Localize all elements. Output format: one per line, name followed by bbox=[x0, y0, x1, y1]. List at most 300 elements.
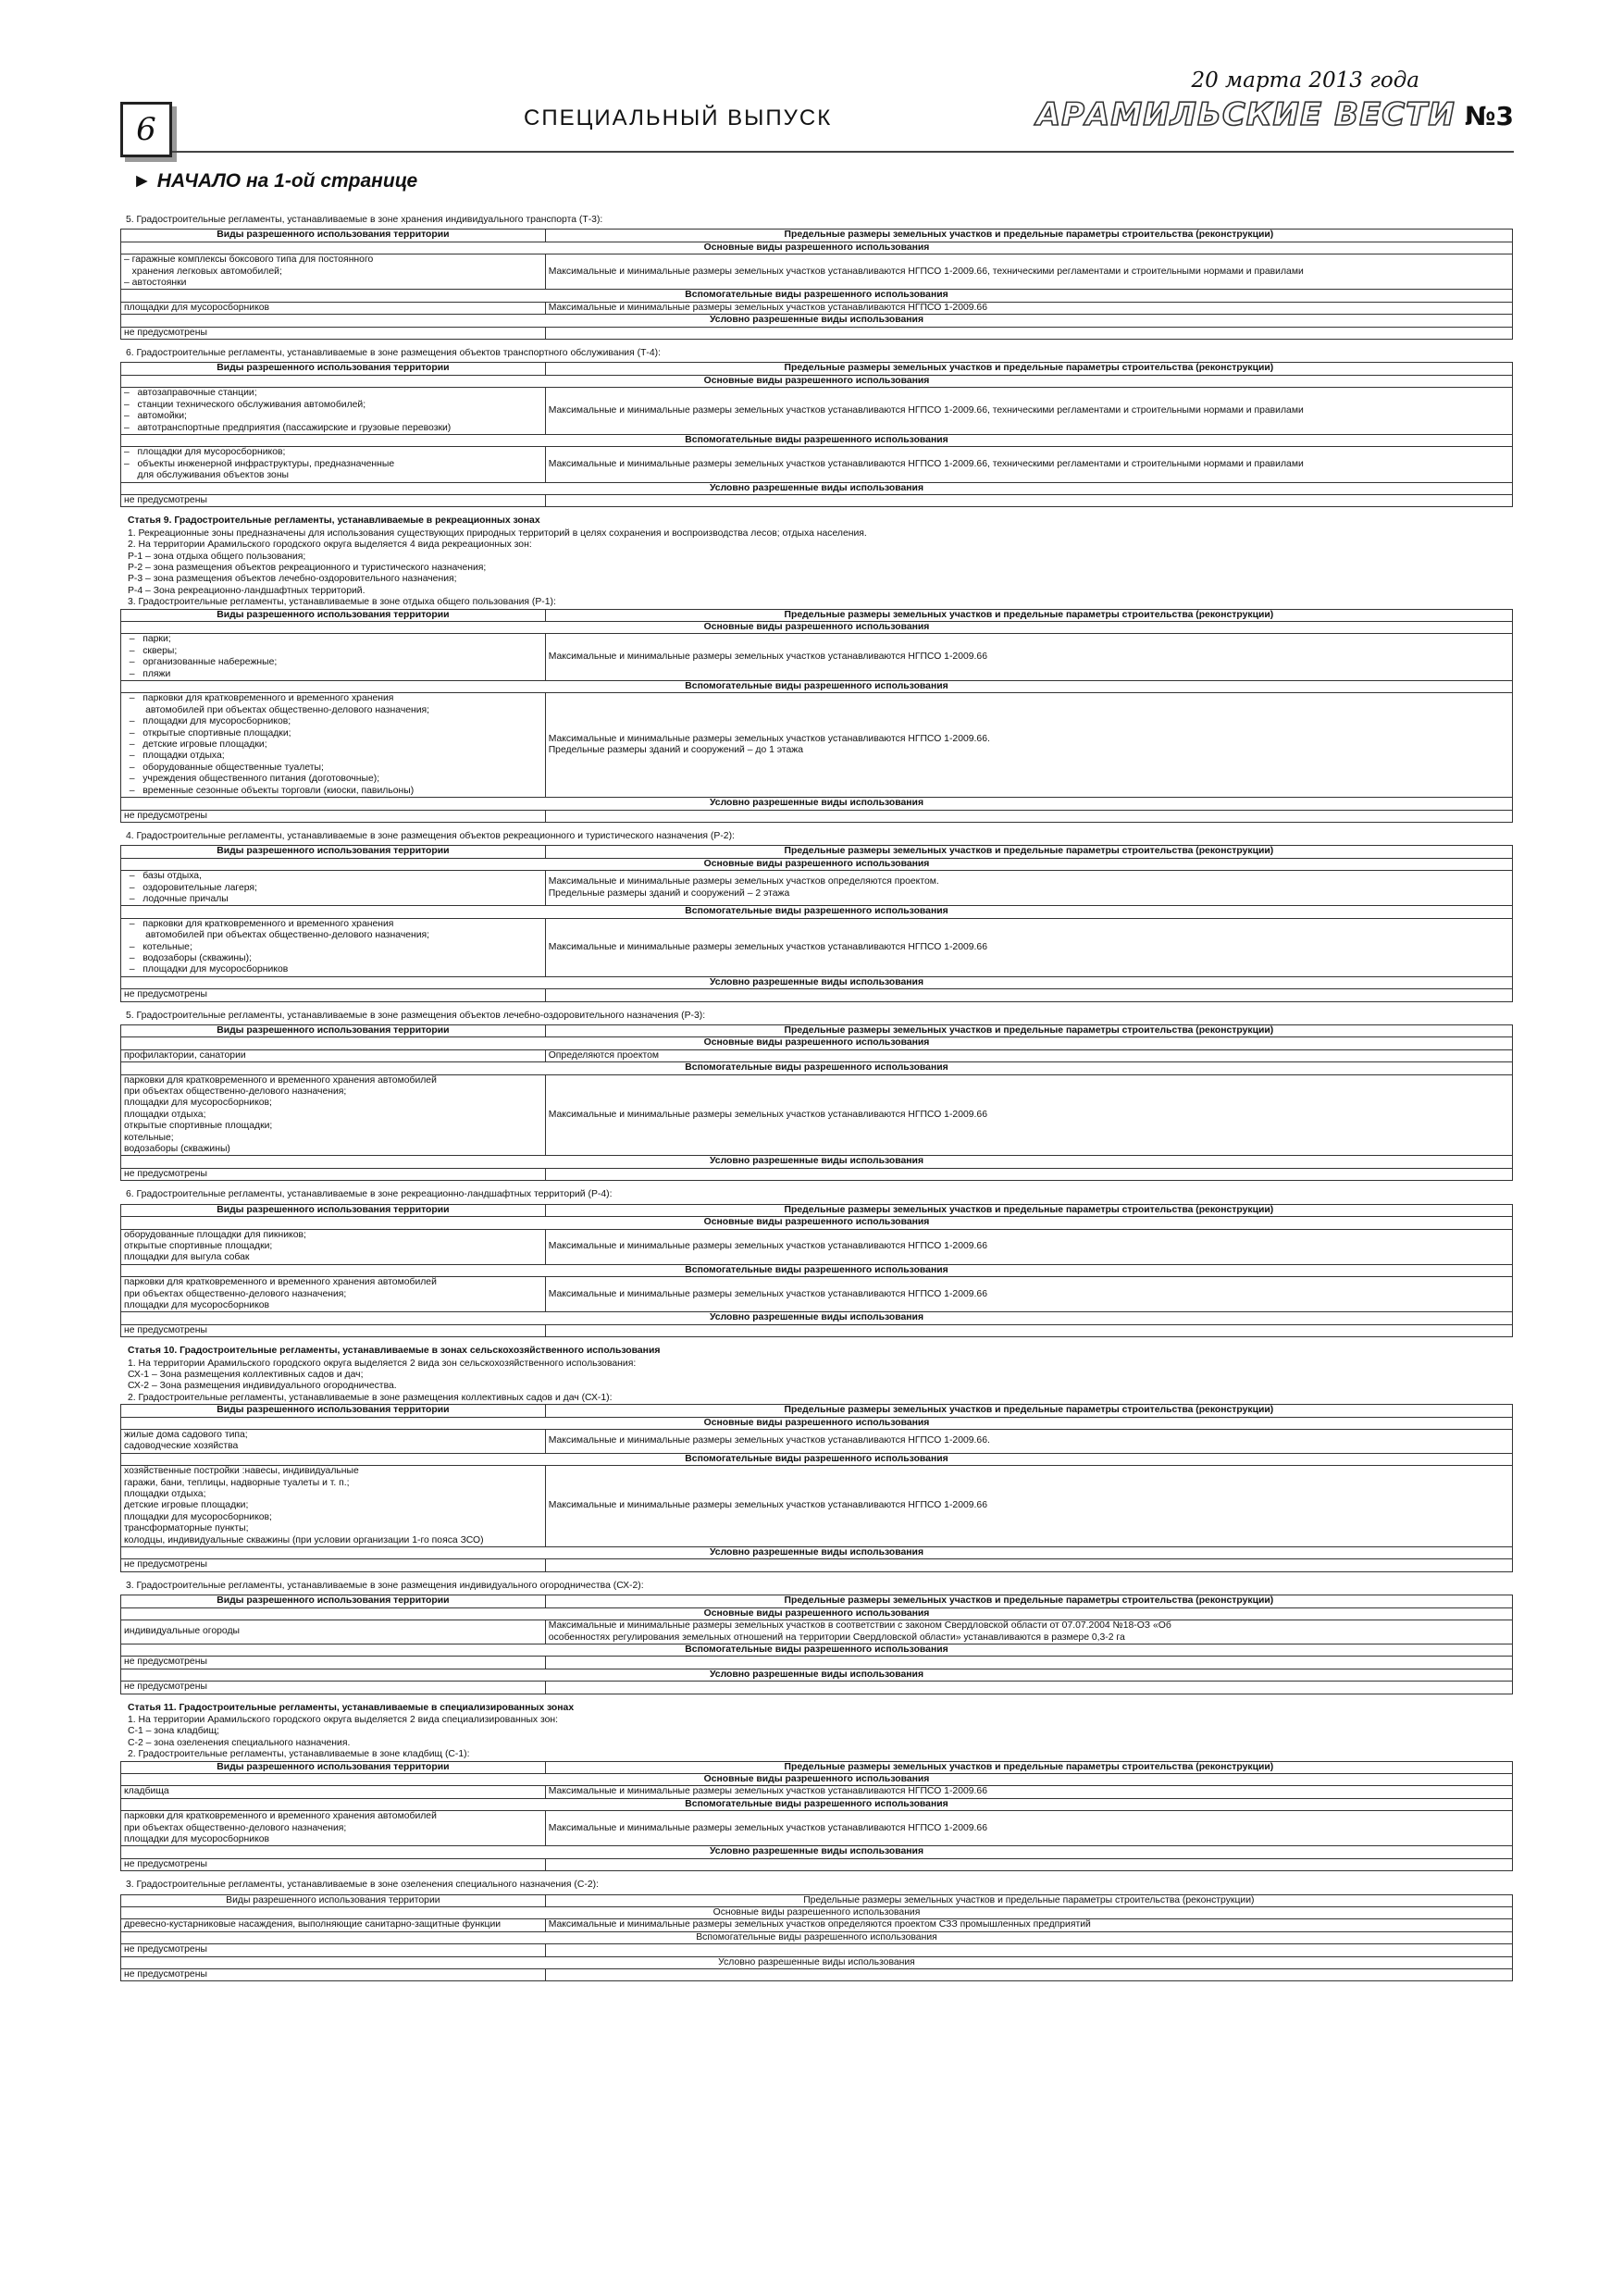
table-subheader-row bbox=[121, 1644, 1513, 1656]
parameter-cell bbox=[545, 1324, 1512, 1336]
use-type-line: – объекты инженерной инфраструктуры, предназначенные bbox=[124, 458, 395, 469]
article-paragraph: 1. На территории Арамильского городского округа выделяется 2 вида зон сельскохозяйственного использования: bbox=[128, 1358, 637, 1369]
parameter-line: Максимальные и минимальные размеры земельных участков устанавливаются НГПСО 1-2009.66 bbox=[548, 1288, 987, 1299]
use-type-line: при объектах общественно-делового назначения; bbox=[124, 1288, 347, 1299]
table-row bbox=[121, 388, 1513, 435]
table-subheader-row bbox=[121, 1669, 1513, 1681]
use-type-line: не предусмотрены bbox=[124, 327, 207, 338]
newspaper-logo: АРАМИЛЬСКИЕ ВЕСТИ bbox=[1035, 96, 1456, 133]
parameter-cell bbox=[545, 1074, 1512, 1156]
table-row bbox=[121, 1620, 1513, 1644]
use-type-cell bbox=[121, 1682, 546, 1694]
use-type-line: – оздоровительные лагеря; bbox=[124, 882, 257, 893]
use-type-line: колодцы, индивидуальные скважины (при условии организации 1-го пояса ЗСО) bbox=[124, 1534, 484, 1545]
use-type-line: не предусмотрены bbox=[124, 1324, 207, 1335]
regulation-table bbox=[120, 1761, 1513, 1872]
use-type-cell bbox=[121, 1919, 546, 1931]
table-header-row bbox=[121, 1595, 1513, 1607]
article-paragraph: 2. На территории Арамильского городского округа выделяется 4 вида рекреационных зон: bbox=[128, 540, 532, 551]
use-type-line: площадки для мусоросборников; bbox=[124, 1511, 272, 1522]
parameter-cell bbox=[545, 447, 1512, 482]
masthead bbox=[1036, 96, 1514, 133]
table-subheader-row bbox=[121, 1773, 1513, 1785]
table-header-row bbox=[121, 846, 1513, 858]
table-section-heading: Условно разрешенные виды использования bbox=[121, 315, 1513, 327]
table-subheader-row bbox=[121, 798, 1513, 810]
parameter-cell bbox=[545, 1277, 1512, 1312]
use-type-line: – оборудованные общественные туалеты; bbox=[124, 762, 324, 773]
table-header-row bbox=[121, 1204, 1513, 1216]
table-subheader-row bbox=[121, 375, 1513, 387]
parameter-line: Максимальные и минимальные размеры земельных участков устанавливаются НГПСО 1-2009.66, техническими регламентами и строительными нормами и правилами bbox=[548, 458, 1304, 469]
parameter-line: Максимальные и минимальные размеры земельных участков устанавливаются НГПСО 1-2009.66 bbox=[548, 1822, 987, 1833]
use-type-line: парковки для кратковременного и временного хранения автомобилей bbox=[124, 1277, 437, 1288]
use-type-line: трансформаторные пункты; bbox=[124, 1523, 249, 1534]
column-header-parameters: Предельные размеры земельных участков и предельные параметры строительства (реконструкции) bbox=[545, 609, 1512, 621]
table-section-heading: Условно разрешенные виды использования bbox=[121, 482, 1513, 494]
column-header-parameters: Предельные размеры земельных участков и предельные параметры строительства (реконструкции) bbox=[545, 1595, 1512, 1607]
column-header-parameters: Предельные размеры земельных участков и предельные параметры строительства (реконструкции) bbox=[545, 1025, 1512, 1037]
regulation-table bbox=[120, 845, 1513, 1001]
table-subheader-row bbox=[121, 290, 1513, 302]
table-section-heading: Условно разрешенные виды использования bbox=[121, 798, 1513, 810]
use-type-line: не предусмотрены bbox=[124, 1657, 207, 1668]
section-intro: 6. Градостроительные регламенты, устанавливаемые в зоне размещения объектов транспортного обслуживания (Т-4): bbox=[126, 348, 662, 359]
use-type-line: – станции технического обслуживания автомобилей; bbox=[124, 399, 366, 410]
parameter-cell bbox=[545, 1969, 1512, 1981]
parameter-cell bbox=[545, 1657, 1512, 1669]
column-header-use-types: Виды разрешенного использования территории bbox=[121, 363, 546, 375]
parameter-line: Максимальные и минимальные размеры земельных участков устанавливаются НГПСО 1-2009.66 bbox=[548, 1109, 987, 1120]
parameter-cell bbox=[545, 871, 1512, 906]
table-section-heading: Основные виды разрешенного использования bbox=[121, 1773, 1513, 1785]
table-section-heading: Основные виды разрешенного использования bbox=[121, 622, 1513, 634]
table-section-heading: Вспомогательные виды разрешенного использования bbox=[121, 681, 1513, 693]
table-subheader-row bbox=[121, 1607, 1513, 1620]
column-header-use-types: Виды разрешенного использования территории bbox=[121, 609, 546, 621]
use-type-line: парковки для кратковременного и временного хранения автомобилей bbox=[124, 1811, 437, 1822]
use-type-cell bbox=[121, 302, 546, 314]
parameter-cell bbox=[545, 1229, 1512, 1264]
table-subheader-row bbox=[121, 1956, 1513, 1968]
use-type-line: – лодочные причалы bbox=[124, 893, 229, 904]
section-intro: 5. Градостроительные регламенты, устанавливаемые в зоне размещения объектов лечебно-оздоровительного назначения (Р-3): bbox=[126, 1010, 706, 1021]
column-header-use-types: Виды разрешенного использования территории bbox=[121, 1894, 546, 1906]
use-type-cell bbox=[121, 1969, 546, 1981]
table-section-heading: Основные виды разрешенного использования bbox=[121, 1037, 1513, 1049]
table-row bbox=[121, 1168, 1513, 1180]
use-type-line: – скверы; bbox=[124, 645, 178, 656]
table-section-heading: Вспомогательные виды разрешенного использования bbox=[121, 434, 1513, 446]
table-subheader-row bbox=[121, 242, 1513, 254]
table-subheader-row bbox=[121, 434, 1513, 446]
table-subheader-row bbox=[121, 1037, 1513, 1049]
use-type-cell bbox=[121, 254, 546, 290]
parameter-line: Максимальные и минимальные размеры земельных участков определяются проектом СЗЗ промышленных предприятий bbox=[548, 1919, 1091, 1930]
use-type-cell bbox=[121, 447, 546, 482]
column-header-parameters: Предельные размеры земельных участков и предельные параметры строительства (реконструкции) bbox=[545, 230, 1512, 242]
page-number: 6 bbox=[120, 102, 172, 157]
use-type-line: – парки; bbox=[124, 634, 171, 645]
section-intro: 3. Градостроительные регламенты, устанавливаемые в зоне озеленения специального назначения (С-2): bbox=[126, 1880, 599, 1891]
table-row bbox=[121, 918, 1513, 976]
table-row bbox=[121, 254, 1513, 290]
use-type-line: – пляжи bbox=[124, 668, 171, 679]
use-type-line: при объектах общественно-делового назначения; bbox=[124, 1086, 347, 1098]
continued-label: НАЧАЛО на 1-ой странице bbox=[156, 170, 418, 192]
issue-date: 20 марта 2013 года bbox=[1191, 68, 1419, 93]
table-row bbox=[121, 1324, 1513, 1336]
parameter-cell bbox=[545, 254, 1512, 290]
article-paragraph: Р-2 – зона размещения объектов рекреационного и туристического назначения; bbox=[128, 562, 487, 573]
table-row bbox=[121, 871, 1513, 906]
column-header-parameters: Предельные размеры земельных участков и предельные параметры строительства (реконструкции) bbox=[545, 1405, 1512, 1417]
column-header-parameters: Предельные размеры земельных участков и предельные параметры строительства (реконструкции) bbox=[545, 846, 1512, 858]
article-paragraph: С-2 – зона озеленения специального назначения. bbox=[128, 1737, 351, 1748]
use-type-cell bbox=[121, 989, 546, 1001]
use-type-line: – базы отдыха, bbox=[124, 871, 202, 882]
use-type-line: не предусмотрены bbox=[124, 494, 207, 505]
table-section-heading: Вспомогательные виды разрешенного использования bbox=[121, 1798, 1513, 1810]
article-paragraph: СХ-1 – Зона размещения коллективных садов и дач; bbox=[128, 1369, 364, 1380]
use-type-line: – открытые спортивные площадки; bbox=[124, 727, 291, 738]
article-paragraph: Р-3 – зона размещения объектов лечебно-оздоровительного назначения; bbox=[128, 574, 457, 585]
parameter-cell bbox=[545, 1559, 1512, 1571]
column-header-use-types: Виды разрешенного использования территории bbox=[121, 1761, 546, 1773]
use-type-cell bbox=[121, 918, 546, 976]
use-type-line: автомобилей при объектах общественно-делового назначения; bbox=[124, 704, 430, 715]
parameter-line: Максимальные и минимальные размеры земельных участков устанавливаются НГПСО 1-2009.66 bbox=[548, 941, 987, 952]
use-type-cell bbox=[121, 1049, 546, 1061]
use-type-cell bbox=[121, 1657, 546, 1669]
header-rule bbox=[172, 151, 1514, 153]
table-subheader-row bbox=[121, 1846, 1513, 1858]
use-type-line: котельные; bbox=[124, 1132, 174, 1143]
parameter-cell bbox=[545, 1919, 1512, 1931]
article-title: Статья 11. Градостроительные регламенты, устанавливаемые в специализированных зонах bbox=[128, 1702, 575, 1713]
parameter-line: Предельные размеры зданий и сооружений – до 1 этажа bbox=[548, 745, 804, 756]
table-section-heading: Условно разрешенные виды использования bbox=[121, 1312, 1513, 1324]
use-type-line: – парковки для кратковременного и временного хранения bbox=[124, 693, 394, 704]
regulation-table bbox=[120, 609, 1513, 823]
table-subheader-row bbox=[121, 482, 1513, 494]
parameter-cell bbox=[545, 1620, 1512, 1644]
table-header-row bbox=[121, 1025, 1513, 1037]
table-row bbox=[121, 693, 1513, 798]
table-section-heading: Вспомогательные виды разрешенного использования bbox=[121, 906, 1513, 918]
table-section-heading: Основные виды разрешенного использования bbox=[121, 242, 1513, 254]
column-header-use-types: Виды разрешенного использования территории bbox=[121, 1595, 546, 1607]
parameter-line: Предельные размеры зданий и сооружений – 2 этажа bbox=[548, 887, 790, 899]
parameter-cell bbox=[545, 634, 1512, 681]
use-type-cell bbox=[121, 1074, 546, 1156]
table-row bbox=[121, 1858, 1513, 1870]
use-type-line: – детские игровые площадки; bbox=[124, 739, 267, 751]
use-type-line: площадки для мусоросборников bbox=[124, 302, 270, 313]
use-type-line: не предусмотрены bbox=[124, 810, 207, 821]
use-type-line: – площадки для мусоросборников bbox=[124, 964, 289, 975]
parameter-cell bbox=[545, 494, 1512, 506]
use-type-cell bbox=[121, 1559, 546, 1571]
parameter-line: Максимальные и минимальные размеры земельных участков устанавливаются НГПСО 1-2009.66 bbox=[548, 302, 987, 313]
table-row bbox=[121, 1049, 1513, 1061]
use-type-line: жилые дома садового типа; bbox=[124, 1430, 248, 1440]
use-type-line: детские игровые площадки; bbox=[124, 1500, 249, 1511]
table-section-heading: Вспомогательные виды разрешенного использования bbox=[121, 1644, 1513, 1656]
use-type-line: открытые спортивные площадки; bbox=[124, 1121, 273, 1132]
parameter-line: Максимальные и минимальные размеры земельных участков устанавливаются НГПСО 1-2009.66, техническими регламентами и строительными нормами и правилами bbox=[548, 404, 1304, 416]
parameter-line: Максимальные и минимальные размеры земельных участков в соответствии с законом Свердловской области от 07.07.2004 №18-ОЗ «Об bbox=[548, 1620, 1171, 1632]
table-section-heading: Условно разрешенные виды использования bbox=[121, 1846, 1513, 1858]
use-type-cell bbox=[121, 810, 546, 822]
use-type-cell bbox=[121, 1620, 546, 1644]
table-subheader-row bbox=[121, 1931, 1513, 1943]
article-paragraph: 2. Градостроительные регламенты, устанавливаемые в зоне кладбищ (С-1): bbox=[128, 1749, 470, 1760]
use-type-line: площадки отдыха; bbox=[124, 1489, 206, 1500]
table-subheader-row bbox=[121, 906, 1513, 918]
use-type-line: хранения легковых автомобилей; bbox=[124, 266, 282, 277]
use-type-line: при объектах общественно-делового назначения; bbox=[124, 1822, 347, 1833]
table-row bbox=[121, 1657, 1513, 1669]
use-type-line: – автомойки; bbox=[124, 411, 187, 422]
column-header-parameters: Предельные размеры земельных участков и предельные параметры строительства (реконструкции) bbox=[545, 1894, 1512, 1906]
table-section-heading: Вспомогательные виды разрешенного использования bbox=[121, 1264, 1513, 1276]
article-paragraph: 1. Рекреационные зоны предназначены для использования существующих природных территорий в целях сохранения и воспроизводства лесов; отдыха населения. bbox=[128, 527, 867, 539]
use-type-line: – площадки отдыха; bbox=[124, 751, 225, 762]
use-type-line: не предусмотрены bbox=[124, 989, 207, 1000]
table-subheader-row bbox=[121, 1417, 1513, 1429]
table-row bbox=[121, 1811, 1513, 1846]
table-section-heading: Условно разрешенные виды использования bbox=[121, 1956, 1513, 1968]
use-type-line: площадки для мусоросборников; bbox=[124, 1098, 272, 1109]
section-intro: 6. Градостроительные регламенты, устанавливаемые в зоне рекреационно-ландшафтных территорий (Р-4): bbox=[126, 1189, 613, 1200]
use-type-cell bbox=[121, 871, 546, 906]
parameter-cell bbox=[545, 1466, 1512, 1547]
parameter-cell bbox=[545, 989, 1512, 1001]
table-row bbox=[121, 1559, 1513, 1571]
table-row bbox=[121, 989, 1513, 1001]
table-subheader-row bbox=[121, 1217, 1513, 1229]
use-type-cell bbox=[121, 1324, 546, 1336]
table-section-heading: Основные виды разрешенного использования bbox=[121, 1907, 1513, 1919]
table-subheader-row bbox=[121, 976, 1513, 988]
use-type-line: для обслуживания объектов зоны bbox=[124, 470, 290, 481]
use-type-line: – организованные набережные; bbox=[124, 657, 278, 668]
use-type-line: – водозаборы (скважины); bbox=[124, 952, 252, 963]
column-header-use-types: Виды разрешенного использования территории bbox=[121, 1204, 546, 1216]
table-row bbox=[121, 327, 1513, 339]
use-type-line: – котельные; bbox=[124, 941, 192, 952]
document-body bbox=[120, 213, 1513, 1990]
table-row bbox=[121, 1277, 1513, 1312]
triangle-icon: ► bbox=[132, 170, 152, 192]
table-subheader-row bbox=[121, 622, 1513, 634]
parameter-line: Максимальные и минимальные размеры земельных участков устанавливаются НГПСО 1-2009.66 bbox=[548, 652, 987, 663]
table-row bbox=[121, 1682, 1513, 1694]
use-type-line: индивидуальные огороды bbox=[124, 1626, 240, 1637]
parameter-cell bbox=[545, 1786, 1512, 1798]
parameter-cell bbox=[545, 693, 1512, 798]
parameter-line: Максимальные и минимальные размеры земельных участков устанавливаются НГПСО 1-2009.66, техническими регламентами и строительными нормами и правилами bbox=[548, 266, 1304, 277]
article-paragraph: Р-1 – зона отдыха общего пользования; bbox=[128, 551, 306, 562]
use-type-line: древесно-кустарниковые насаждения, выполняющие санитарно-защитные функции bbox=[124, 1919, 502, 1930]
use-type-line: не предусмотрены bbox=[124, 1944, 207, 1955]
table-subheader-row bbox=[121, 1547, 1513, 1559]
use-type-line: – временные сезонные объекты торговли (киоски, павильоны) bbox=[124, 785, 415, 796]
table-section-heading: Условно разрешенные виды использования bbox=[121, 1669, 1513, 1681]
table-header-row bbox=[121, 1761, 1513, 1773]
article-paragraph: 2. Градостроительные регламенты, устанавливаемые в зоне размещения коллективных садов и дач (СХ-1): bbox=[128, 1392, 613, 1403]
use-type-line: – автотранспортные предприятия (пассажирские и грузовые перевозки) bbox=[124, 422, 452, 433]
article-paragraph: СХ-2 – Зона размещения индивидуального огородничества. bbox=[128, 1381, 397, 1392]
parameter-cell bbox=[545, 1858, 1512, 1870]
parameter-cell bbox=[545, 1168, 1512, 1180]
use-type-line: открытые спортивные площадки; bbox=[124, 1240, 273, 1251]
table-row bbox=[121, 1969, 1513, 1981]
use-type-cell bbox=[121, 1168, 546, 1180]
table-subheader-row bbox=[121, 1264, 1513, 1276]
parameter-cell bbox=[545, 1811, 1512, 1846]
continued-from-page bbox=[132, 170, 417, 192]
table-section-heading: Основные виды разрешенного использования bbox=[121, 1607, 1513, 1620]
use-type-cell bbox=[121, 1811, 546, 1846]
column-header-parameters: Предельные размеры земельных участков и предельные параметры строительства (реконструкции) bbox=[545, 363, 1512, 375]
table-row bbox=[121, 1786, 1513, 1798]
use-type-line: автомобилей при объектах общественно-делового назначения; bbox=[124, 930, 430, 941]
use-type-line: – парковки для кратковременного и временного хранения bbox=[124, 918, 394, 929]
parameter-cell bbox=[545, 1682, 1512, 1694]
use-type-line: не предусмотрены bbox=[124, 1559, 207, 1570]
use-type-cell bbox=[121, 1430, 546, 1454]
section-intro: 5. Градостроительные регламенты, устанавливаемые в зоне хранения индивидуального транспорта (Т-3): bbox=[126, 215, 603, 225]
article-title: Статья 10. Градостроительные регламенты, устанавливаемые в зонах сельскохозяйственного использования bbox=[128, 1346, 661, 1357]
parameter-cell bbox=[545, 1944, 1512, 1956]
table-row bbox=[121, 810, 1513, 822]
column-header-use-types: Виды разрешенного использования территории bbox=[121, 846, 546, 858]
table-section-heading: Вспомогательные виды разрешенного использования bbox=[121, 1453, 1513, 1465]
table-row bbox=[121, 1919, 1513, 1931]
table-header-row bbox=[121, 363, 1513, 375]
table-subheader-row bbox=[121, 315, 1513, 327]
parameter-line: Максимальные и минимальные размеры земельных участков устанавливаются НГПСО 1-2009.66 bbox=[548, 1240, 987, 1251]
table-row bbox=[121, 634, 1513, 681]
use-type-line: – площадки для мусоросборников; bbox=[124, 716, 291, 727]
table-header-row bbox=[121, 1405, 1513, 1417]
use-type-cell bbox=[121, 1786, 546, 1798]
table-section-heading: Основные виды разрешенного использования bbox=[121, 858, 1513, 870]
use-type-line: парковки для кратковременного и временного хранения автомобилей bbox=[124, 1074, 437, 1086]
article-paragraph: 3. Градостроительные регламенты, устанавливаемые в зоне отдыха общего пользования (Р-1): bbox=[128, 597, 556, 608]
use-type-line: площадки для выгула собак bbox=[124, 1252, 250, 1263]
column-header-use-types: Виды разрешенного использования территории bbox=[121, 230, 546, 242]
use-type-line: водозаборы (скважины) bbox=[124, 1144, 230, 1155]
parameter-line: Максимальные и минимальные размеры земельных участков определяются проектом. bbox=[548, 876, 939, 887]
table-row bbox=[121, 1229, 1513, 1264]
parameter-line: Максимальные и минимальные размеры земельных участков устанавливаются НГПСО 1-2009.66 bbox=[548, 1500, 987, 1511]
regulation-table bbox=[120, 362, 1513, 507]
table-section-heading: Вспомогательные виды разрешенного использования bbox=[121, 1062, 1513, 1074]
parameter-cell bbox=[545, 918, 1512, 976]
use-type-line: не предусмотрены bbox=[124, 1858, 207, 1869]
parameter-cell bbox=[545, 810, 1512, 822]
table-subheader-row bbox=[121, 1453, 1513, 1465]
table-header-row bbox=[121, 230, 1513, 242]
section-intro: 3. Градостроительные регламенты, устанавливаемые в зоне размещения индивидуального огородничества (СХ-2): bbox=[126, 1580, 644, 1591]
use-type-cell bbox=[121, 1466, 546, 1547]
table-subheader-row bbox=[121, 1156, 1513, 1168]
regulation-table bbox=[120, 1595, 1513, 1694]
table-subheader-row bbox=[121, 1062, 1513, 1074]
table-section-heading: Условно разрешенные виды использования bbox=[121, 1156, 1513, 1168]
parameter-line: особенностях регулирования земельных отношений на территории Свердловской области» устанавливаются в размере 0,3-2 га bbox=[548, 1632, 1125, 1643]
table-subheader-row bbox=[121, 681, 1513, 693]
parameter-cell bbox=[545, 302, 1512, 314]
use-type-line: – площадки для мусоросборников; bbox=[124, 447, 286, 458]
parameter-cell bbox=[545, 1049, 1512, 1061]
table-row bbox=[121, 447, 1513, 482]
parameter-line: Максимальные и минимальные размеры земельных участков устанавливаются НГПСО 1-2009.66 bbox=[548, 1786, 987, 1797]
regulation-table bbox=[120, 1024, 1513, 1181]
table-row bbox=[121, 302, 1513, 314]
use-type-line: оборудованные площадки для пикников; bbox=[124, 1229, 306, 1240]
use-type-line: – учреждения общественного питания (доготовочные); bbox=[124, 774, 380, 785]
column-header-use-types: Виды разрешенного использования территории bbox=[121, 1405, 546, 1417]
use-type-cell bbox=[121, 1277, 546, 1312]
regulation-table bbox=[120, 1204, 1513, 1337]
parameter-line: Максимальные и минимальные размеры земельных участков устанавливаются НГПСО 1-2009.66. bbox=[548, 733, 990, 744]
issue-number: №3 bbox=[1464, 101, 1514, 131]
use-type-line: – автозаправочные станции; bbox=[124, 388, 257, 399]
table-subheader-row bbox=[121, 858, 1513, 870]
table-subheader-row bbox=[121, 1798, 1513, 1810]
use-type-cell bbox=[121, 327, 546, 339]
table-header-row bbox=[121, 1894, 1513, 1906]
table-subheader-row bbox=[121, 1312, 1513, 1324]
use-type-line: садоводческие хозяйства bbox=[124, 1441, 239, 1452]
table-section-heading: Основные виды разрешенного использования bbox=[121, 1417, 1513, 1429]
parameter-cell bbox=[545, 1430, 1512, 1454]
use-type-line: – гаражные комплексы боксового типа для постоянного bbox=[124, 254, 374, 266]
use-type-cell bbox=[121, 494, 546, 506]
parameter-line: Максимальные и минимальные размеры земельных участков устанавливаются НГПСО 1-2009.66. bbox=[548, 1435, 990, 1446]
parameter-cell bbox=[545, 388, 1512, 435]
table-row bbox=[121, 1430, 1513, 1454]
use-type-line: не предусмотрены bbox=[124, 1168, 207, 1179]
table-row bbox=[121, 1944, 1513, 1956]
column-header-use-types: Виды разрешенного использования территории bbox=[121, 1025, 546, 1037]
table-section-heading: Вспомогательные виды разрешенного использования bbox=[121, 290, 1513, 302]
use-type-cell bbox=[121, 1229, 546, 1264]
section-title: СПЕЦИАЛЬНЫЙ ВЫПУСК bbox=[524, 105, 833, 130]
regulation-table bbox=[120, 229, 1513, 340]
article-paragraph: С-1 – зона кладбищ; bbox=[128, 1726, 219, 1737]
regulation-table bbox=[120, 1404, 1513, 1572]
table-header-row bbox=[121, 609, 1513, 621]
table-row bbox=[121, 1074, 1513, 1156]
table-section-heading: Вспомогательные виды разрешенного использования bbox=[121, 1931, 1513, 1943]
table-section-heading: Основные виды разрешенного использования bbox=[121, 375, 1513, 387]
use-type-line: кладбища bbox=[124, 1786, 169, 1797]
column-header-parameters: Предельные размеры земельных участков и предельные параметры строительства (реконструкции) bbox=[545, 1761, 1512, 1773]
use-type-line: не предусмотрены bbox=[124, 1969, 207, 1980]
section-intro: 4. Градостроительные регламенты, устанавливаемые в зоне размещения объектов рекреационного и туристического назначения (Р-2): bbox=[126, 830, 735, 841]
use-type-cell bbox=[121, 693, 546, 798]
use-type-cell bbox=[121, 388, 546, 435]
use-type-cell bbox=[121, 1944, 546, 1956]
table-row bbox=[121, 494, 1513, 506]
article-paragraph: Р-4 – Зона рекреационно-ландшафтных территорий. bbox=[128, 585, 365, 596]
table-row bbox=[121, 1466, 1513, 1547]
